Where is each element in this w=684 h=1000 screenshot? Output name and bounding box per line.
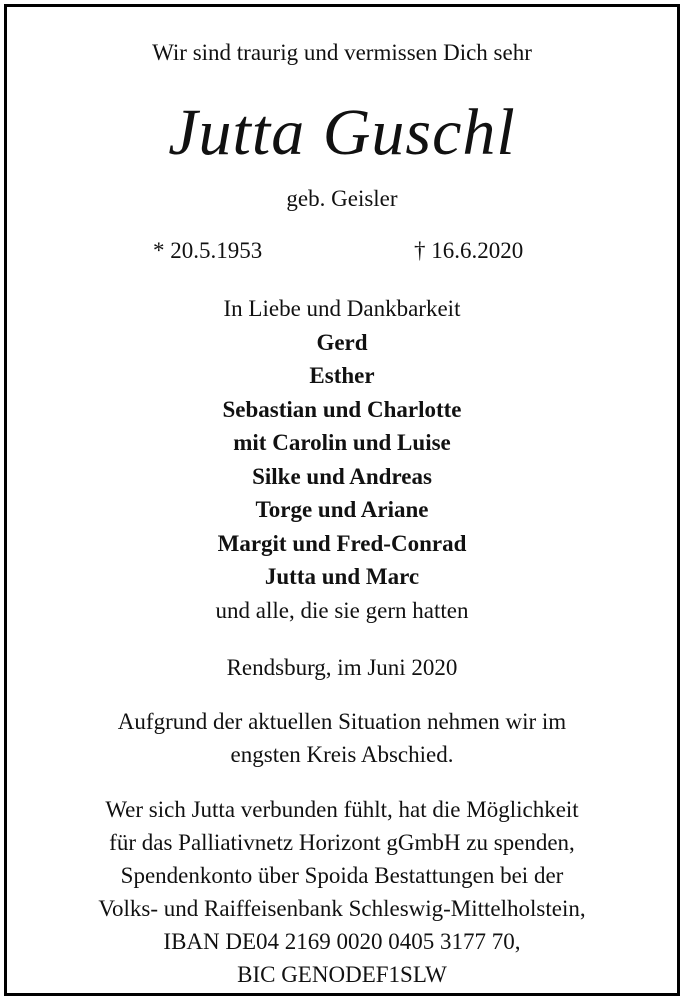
bic-line: BIC GENODEF1SLW xyxy=(237,962,447,987)
obituary-content xyxy=(7,7,677,993)
mourner-name: Gerd xyxy=(316,329,368,355)
iban-line: IBAN DE04 2169 0020 0405 3177 70, xyxy=(163,929,521,954)
intro-text: Wir sind traurig und vermissen Dich sehr xyxy=(152,40,532,65)
deceased-name: Jutta Guschl xyxy=(168,96,516,169)
thanks-line: In Liebe und Dankbarkeit xyxy=(223,296,461,321)
mourner-name: Silke und Andreas xyxy=(252,463,432,489)
mourner-name: Torge und Ariane xyxy=(255,497,429,522)
mourner-name: Jutta und Marc xyxy=(264,564,420,589)
death-date: † 16.6.2020 xyxy=(414,238,524,263)
obituary-frame xyxy=(4,4,680,996)
place-and-date: Rendsburg, im Juni 2020 xyxy=(226,655,458,680)
birth-name: geb. Geisler xyxy=(286,186,398,211)
mourners-list xyxy=(7,326,677,594)
birth-date: * 20.5.1953 xyxy=(153,238,263,263)
donation-line: für das Palliativnetz Horizont gGmbH zu spenden, xyxy=(109,830,575,855)
funeral-notice xyxy=(7,705,677,771)
closing-line: und alle, die sie gern hatten xyxy=(215,597,469,623)
donation-line: Wer sich Jutta verbunden fühlt, hat die Möglichkeit xyxy=(105,797,579,822)
mourners-section xyxy=(7,292,677,627)
mourner-name: Esther xyxy=(309,363,375,388)
notice-line: Aufgrund der aktuellen Situation nehmen wir im xyxy=(117,709,567,734)
donation-line: Spendenkonto über Spoida Bestattungen bei der xyxy=(120,863,564,888)
notice-line: engsten Kreis Abschied. xyxy=(230,742,454,767)
mourner-name: Sebastian und Charlotte xyxy=(222,396,462,422)
mourner-name: Margit und Fred-Conrad xyxy=(217,530,467,556)
mourner-name: mit Carolin und Luise xyxy=(233,430,451,455)
donation-line: Volks- und Raiffeisenbank Schleswig-Mittelholstein, xyxy=(98,896,586,921)
donation-notice xyxy=(7,793,677,991)
